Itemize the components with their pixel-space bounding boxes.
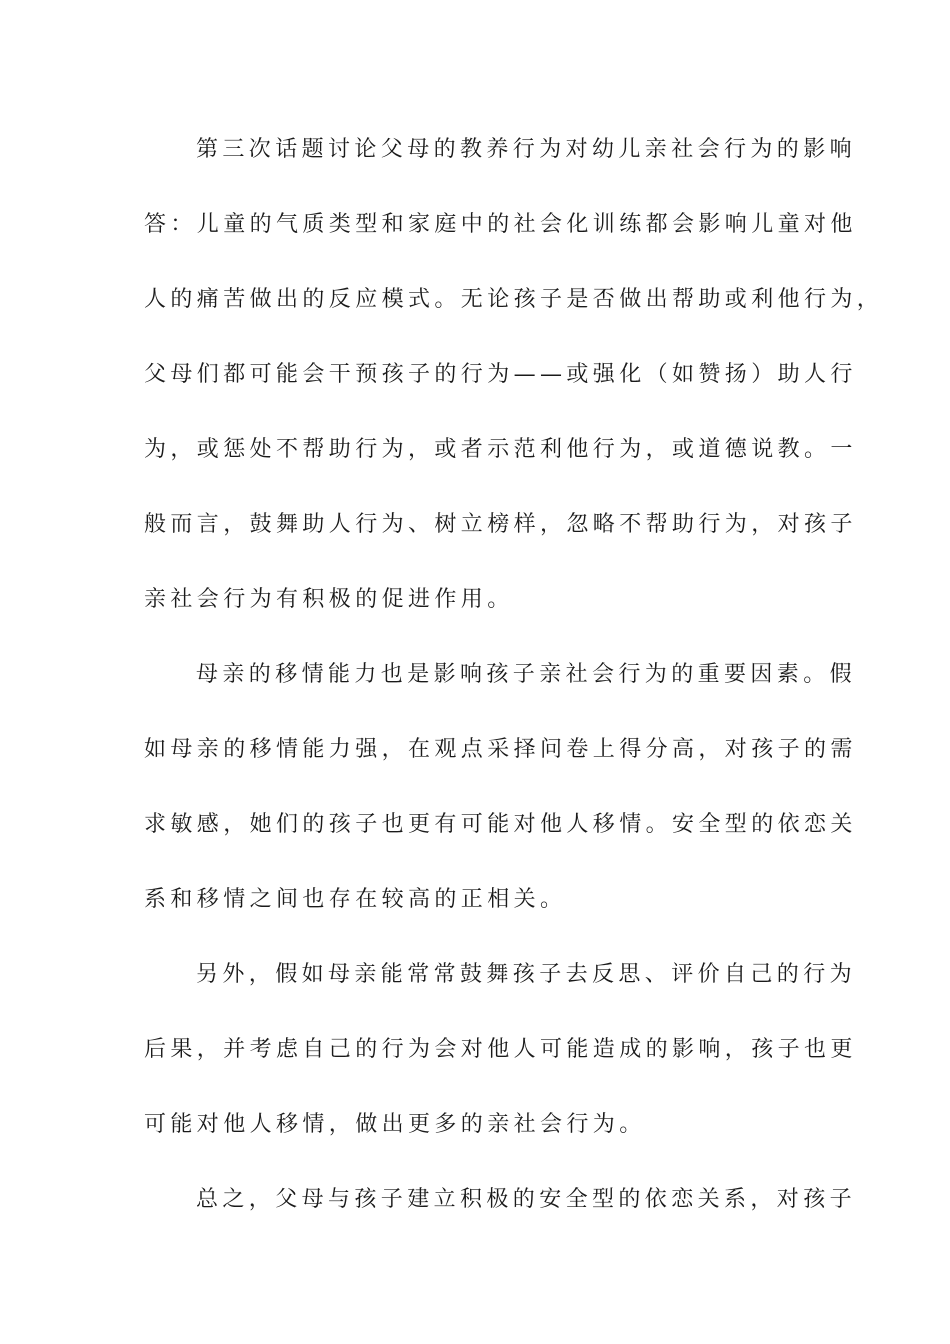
paragraph-line: 答：儿童的气质类型和家庭中的社会化训练都会影响儿童对他 [144, 212, 857, 237]
paragraph-line: 求敏感，她们的孩子也更有可能对他人移情。安全型的依恋关 [144, 812, 857, 837]
paragraph-line: 总之，父母与孩子建立积极的安全型的依恋关系，对孩子 [196, 1187, 857, 1212]
paragraph-title-line: 第三次话题讨论父母的教养行为对幼儿亲社会行为的影响 [196, 137, 857, 162]
paragraph-line: 为，或惩处不帮助行为，或者示范利他行为，或道德说教。一 [144, 437, 857, 462]
paragraph-line: 父母们都可能会干预孩子的行为——或强化（如赞扬）助人行 [144, 362, 857, 387]
paragraph-line: 后果，并考虑自己的行为会对他人可能造成的影响，孩子也更 [144, 1037, 857, 1062]
paragraph-line: 另外，假如母亲能常常鼓舞孩子去反思、评价自己的行为 [196, 962, 857, 987]
paragraph-line: 人的痛苦做出的反应模式。无论孩子是否做出帮助或利他行为， [144, 287, 884, 312]
paragraph-line: 如母亲的移情能力强，在观点采择问卷上得分高，对孩子的需 [144, 737, 857, 762]
paragraph-line: 般而言，鼓舞助人行为、树立榜样，忽略不帮助行为，对孩子 [144, 512, 857, 537]
paragraph-line: 母亲的移情能力也是影响孩子亲社会行为的重要因素。假 [196, 662, 857, 687]
paragraph-line: 系和移情之间也存在较高的正相关。 [144, 887, 567, 912]
document-body [144, 128, 884, 1253]
paragraph-line: 亲社会行为有积极的促进作用。 [144, 587, 514, 612]
paragraph-line: 可能对他人移情，做出更多的亲社会行为。 [144, 1112, 646, 1137]
